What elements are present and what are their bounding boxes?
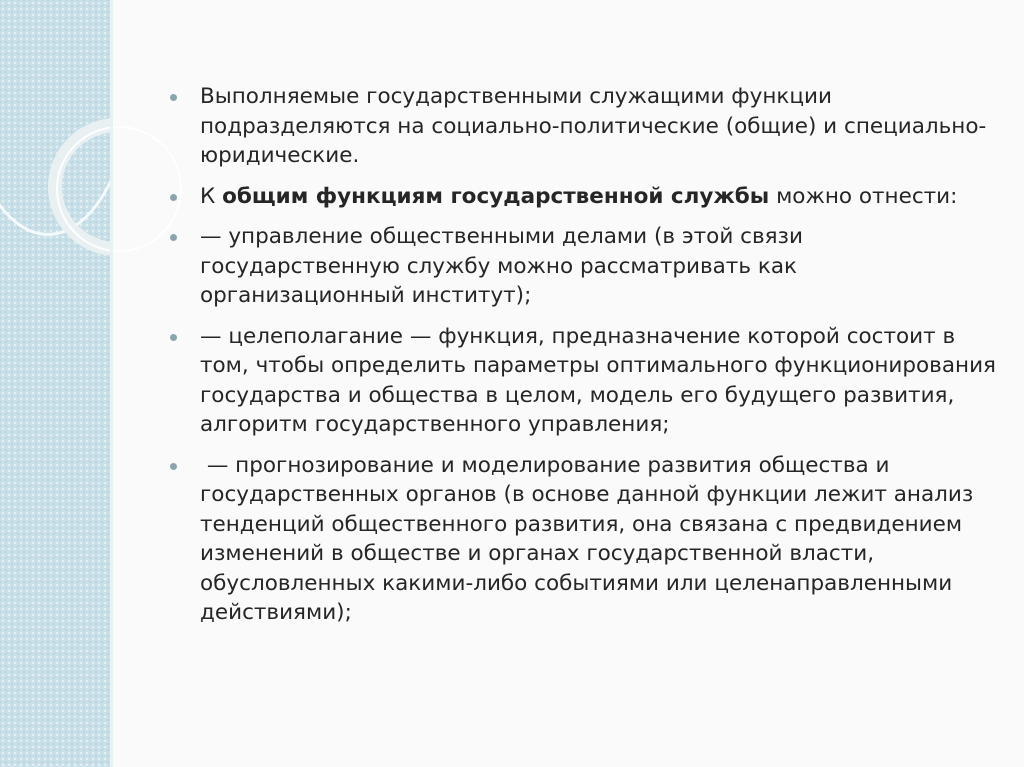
bullet-icon: [170, 334, 177, 341]
decorative-ring-outline: [56, 126, 182, 252]
band-divider: [110, 0, 113, 767]
slide-body: [168, 82, 998, 639]
bullet-icon: [170, 463, 177, 470]
bullet-item: [168, 182, 998, 212]
bullet-text-suffix: можно отнести:: [769, 183, 958, 209]
bullet-text: — управление общественными делами (в этой связи государственную службу можно рассматривать как организационный институт);: [200, 224, 803, 308]
bullet-item: [168, 451, 998, 628]
bullet-item: [168, 322, 998, 440]
bullet-item: [168, 222, 998, 311]
bullet-list: [168, 82, 998, 628]
bullet-item: [168, 82, 998, 171]
bullet-text: — прогнозирование и моделирование развития общества и государственных органов (в основе данной функции лежит анализ тенденций общественного развития, она связана с предвидением изменений в обществе и органах государственной власти, обусловленных какими-либо событиями или целенаправленными действиями);: [200, 452, 981, 625]
bullet-icon: [170, 94, 177, 101]
bullet-text: Выполняемые государственными служащими функции подразделяются на социально-политические (общие) и специально-юридические.: [200, 84, 987, 168]
bullet-icon: [170, 234, 177, 241]
decorative-side-band: [0, 0, 112, 767]
bullet-text-bold: общим функциям государственной службы: [222, 183, 770, 209]
bullet-text-prefix: К: [200, 183, 223, 209]
bullet-icon: [170, 194, 177, 201]
bullet-text: — целеполагание — функция, предназначение которой состоит в том, чтобы определить параметры оптимального функционирования государства и общества в целом, модель его будущего развития, алгоритм государственного управления;: [200, 323, 996, 437]
